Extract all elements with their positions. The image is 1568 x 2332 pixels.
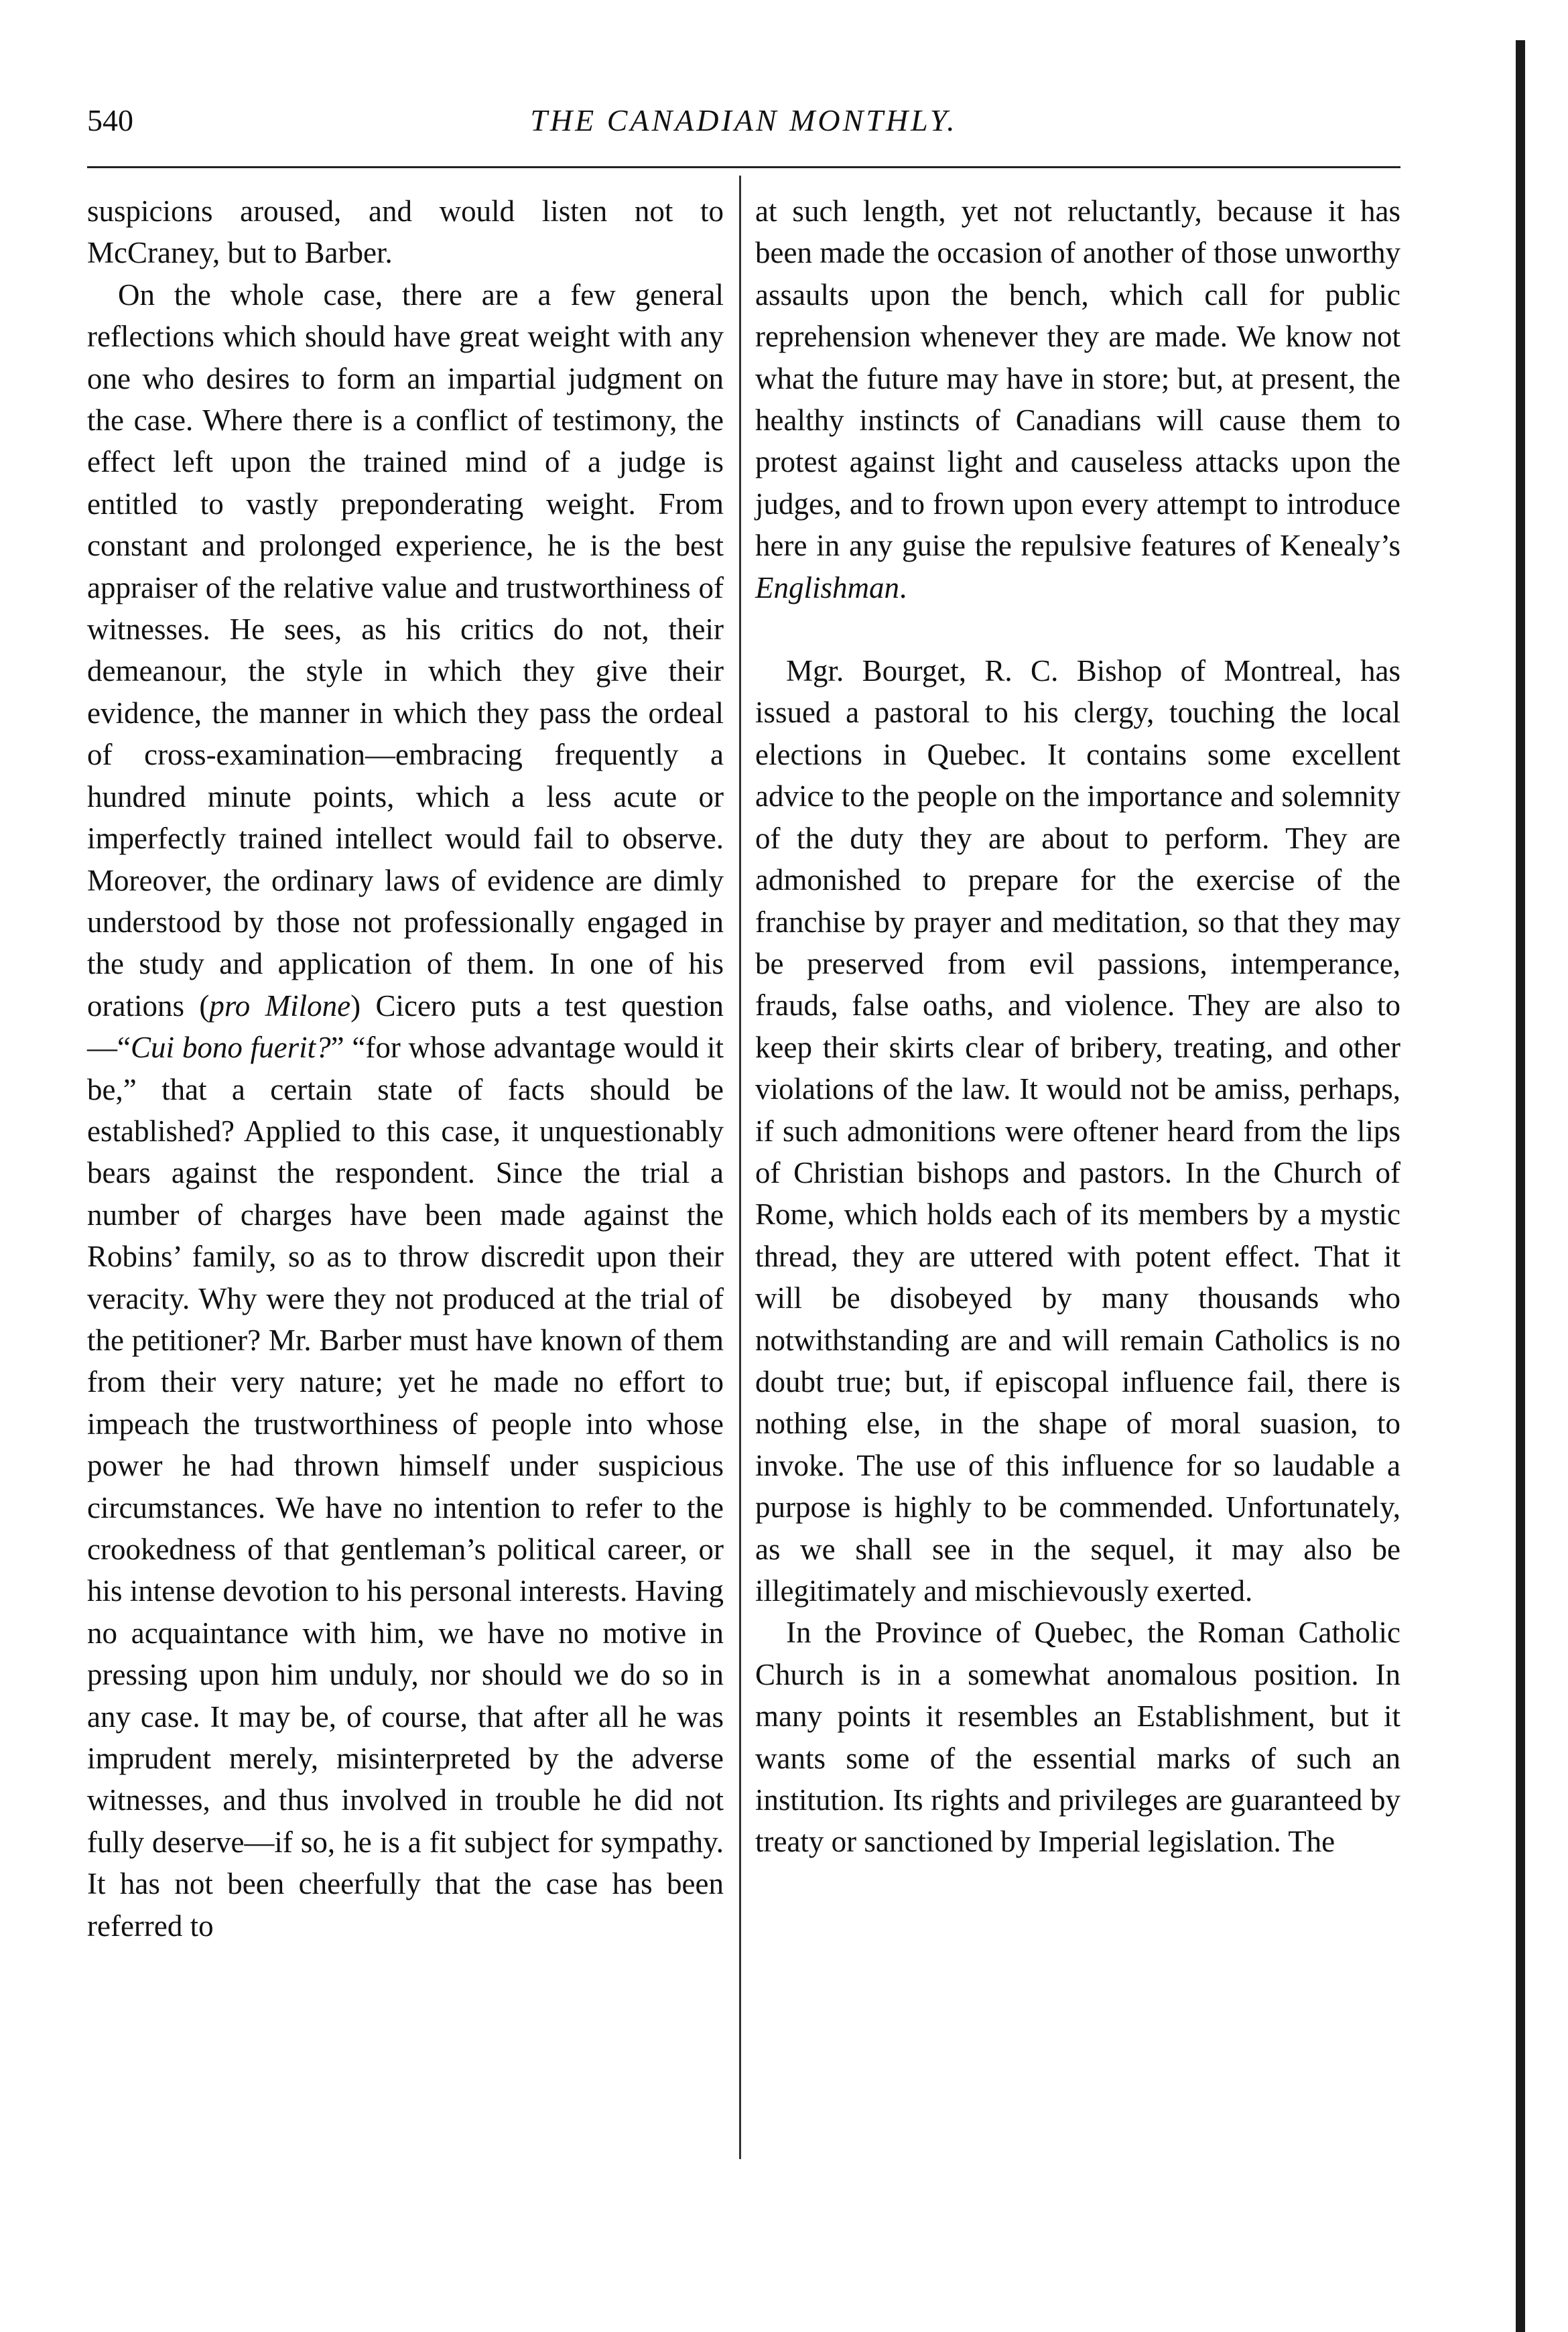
right-paragraph-1-text-b: .: [899, 570, 907, 604]
right-column: [755, 190, 1400, 1863]
left-paragraph-2-text-a: On the whole case, there are a few general reflections which should have great weight with any one who desires to form an impartial judgment on the case. Where there is a conflict of testimony, the effect left upon the trained mind of a judge is entitled to vastly preponderating weight. From constant and prolonged experience, he is the best appraiser of the relative value and trustworthiness of witnesses. He sees, as his critics do not, their demeanour, the style in which they give their evidence, the manner in which they pass the ordeal of cross-examination—embracing frequently a hundred minute points, which a less acute or imperfectly trained intellect would fail to observe. Moreover, the ordinary laws of evidence are dimly understood by those not professionally engaged in the study and application of them. In one of his orations (: [87, 277, 724, 1023]
cui-bono-quote: Cui bono fuerit?: [130, 1031, 331, 1065]
right-paragraph-1-text-a: at such length, yet not reluctantly, because it has been made the occasion of another of those unworthy assaults upon the bench, which call for public reprehension whenever they are made. We know not what the future may have in store; but, at present, the healthy instincts of Canadians will cause them to protest against light and causeless attacks upon the judges, and to frown upon every attempt to introduce here in any guise the repulsive features of Kenealy’s: [755, 194, 1400, 563]
englishman-title: Englishman: [755, 570, 900, 604]
right-paragraph-3: In the Province of Quebec, the Roman Catholic Church is in a somewhat anomalous position. In many points it resembles an Establishment, but it wants some of the essential marks of such an institution. Its rights and privileges are guaranteed by treaty or sanctioned by Imperial legislation. The: [755, 1616, 1400, 1859]
header-rule: [87, 166, 1400, 168]
scan-edge-bar: [1516, 40, 1525, 2332]
column-divider: [739, 176, 741, 2159]
left-paragraph-2: [87, 274, 724, 1947]
page-number: 540: [87, 103, 133, 137]
pro-milone-citation: pro Milone: [209, 988, 351, 1023]
running-title: THE CANADIAN MONTHLY.: [530, 103, 958, 137]
page-header: [87, 101, 1400, 147]
right-paragraph-1: [755, 190, 1400, 608]
left-paragraph-1: suspicions aroused, and would listen not to McCraney, but to Barber.: [87, 194, 724, 270]
right-paragraph-2: Mgr. Bourget, R. C. Bishop of Montreal, has issued a pastoral to his clergy, touching the local elections in Quebec. It contains some excellent advice to the people on the importance and solemnity of the duty they are about to perform. They are admonished to prepare for the exercise of the franchise by prayer and meditation, so that they may be preserved from evil passions, intemperance, frauds, false oaths, and violence. They are also to keep their skirts clear of bribery, treating, and other violations of the law. It would not be amiss, perhaps, if such admonitions were oftener heard from the lips of Christian bishops and pastors. In the Church of Rome, which holds each of its members by a mystic thread, they are uttered with potent effect. That it will be disobeyed by many thousands who notwithstanding are and will remain Catholics is no doubt true; but, if episcopal influence fail, there is nothing else, in the shape of moral suasion, to invoke. The use of this influence for so laudable a purpose is highly to be commended. Unfortunately, as we shall see in the sequel, it may also be illegitimately and mischievously exerted.: [755, 654, 1400, 1608]
left-column: [87, 190, 724, 1947]
left-paragraph-2-text-c: ” “for whose advantage would it be,” that a certain state of facts should be established? Applied to this case, it unquestionably bears against the respondent. Since the trial a number of charges have been made against the Robins’ family, so as to throw discredit upon their veracity. Why were they not produced at the trial of the petitioner? Mr. Barber must have known of them from their very nature; yet he made no effort to impeach the trustworthiness of people into whose power he had thrown himself under suspicious circumstances. We have no intention to refer to the crookedness of that gentleman’s political career, or his intense devotion to his personal interests. Having no acquaintance with him, we have no motive in pressing upon him unduly, nor should we do so in any case. It may be, of course, that after all he was imprudent merely, misinterpreted by the adverse witnesses, and thus involved in trouble he did not fully deserve—if so, he is a fit subject for sympathy. It has not been cheerfully that the case has been referred to: [87, 1031, 724, 1943]
left-paragraph-2-text-b: ) Cicero puts a test question —“: [87, 988, 724, 1065]
